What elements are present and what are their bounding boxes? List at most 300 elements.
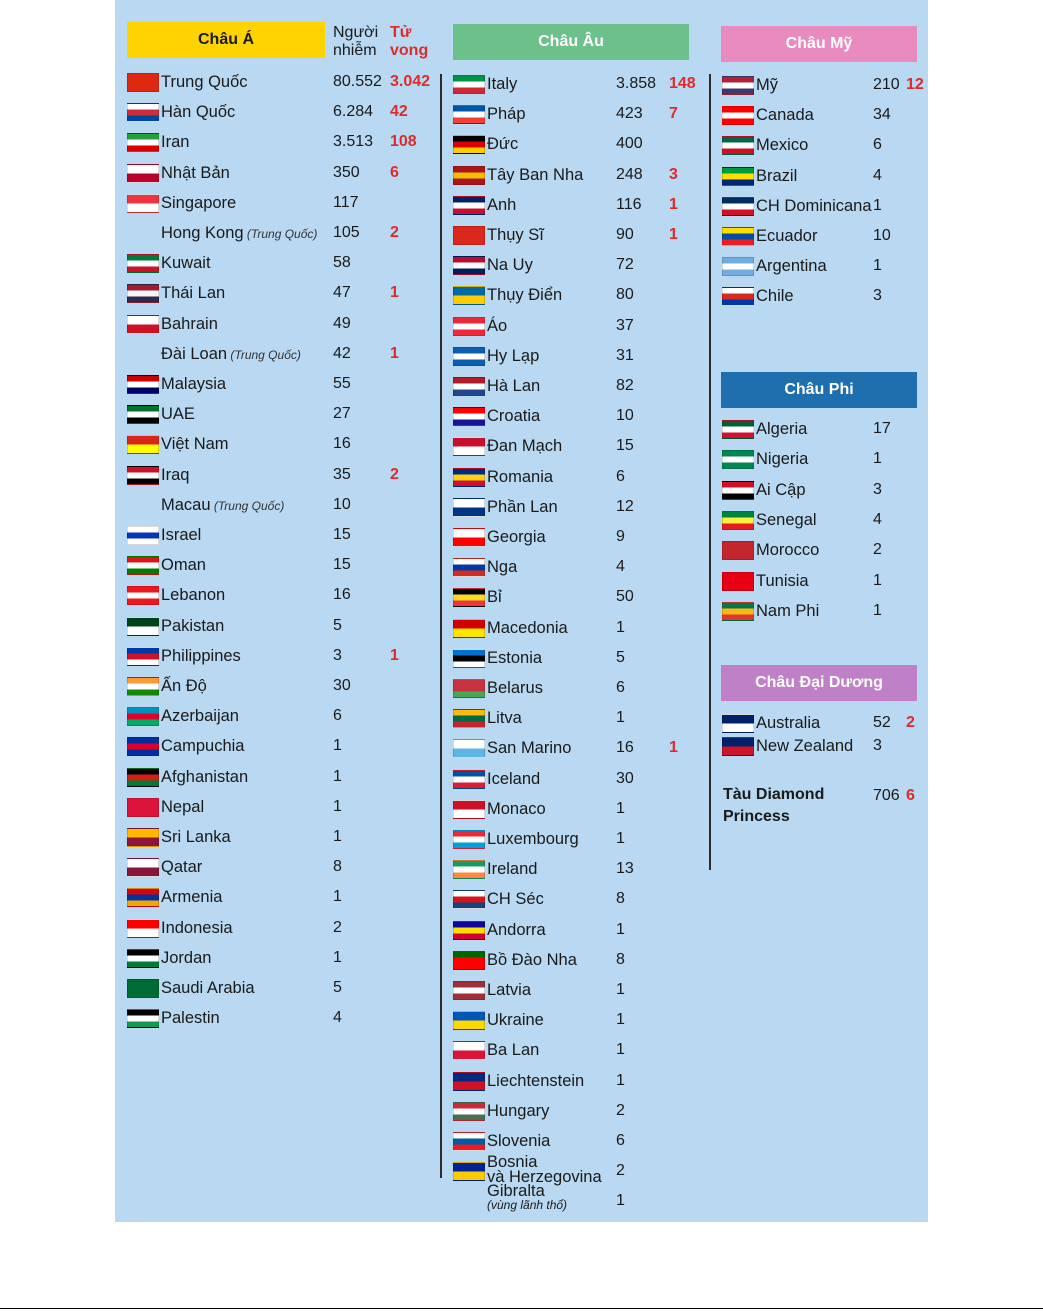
infected-count: 15 (333, 526, 351, 543)
infected-count: 13 (616, 860, 634, 878)
country-name: Tunisia (756, 571, 809, 590)
infected-count: 423 (616, 105, 643, 123)
infected-count: 1 (333, 797, 342, 815)
country-row (722, 254, 1022, 278)
flag-icon (127, 164, 159, 183)
death-count: 1 (669, 226, 678, 243)
flag-icon (722, 714, 754, 733)
infected-count: 35 (333, 465, 351, 483)
death-count: 148 (669, 75, 696, 92)
country-name: Ai Cập (756, 480, 806, 499)
flag-icon (127, 375, 159, 394)
infected-count: 350 (333, 163, 360, 181)
country-name: Argentina (756, 257, 827, 276)
country-name: Nam Phi (756, 601, 820, 620)
country-row (127, 372, 427, 396)
country-row (127, 795, 427, 819)
country-row (453, 253, 753, 277)
country-row (453, 434, 753, 458)
infected-count: 9 (616, 528, 625, 545)
infected-count: 52 (873, 714, 891, 731)
infected-count: 1 (333, 737, 342, 755)
infected-count: 4 (873, 510, 882, 528)
country-row (453, 857, 753, 881)
country-name: Singapore (161, 193, 237, 212)
country-name: Kuwait (161, 254, 211, 273)
flag-icon (453, 1162, 485, 1181)
infected-count: 116 (616, 195, 642, 213)
death-count: 1 (669, 739, 678, 757)
header-europe: Châu Âu (453, 24, 689, 60)
infected-count: 1 (616, 709, 625, 727)
country-row (453, 887, 753, 911)
header-asia: Châu Á (127, 22, 325, 58)
flag-icon (722, 136, 754, 155)
country-name: Monaco (487, 799, 546, 818)
country-name: Australia (756, 714, 821, 732)
country-row (127, 402, 427, 426)
infected-count: 16 (333, 586, 351, 604)
country-row (453, 1038, 753, 1062)
flag-icon (722, 450, 754, 469)
country-row (127, 825, 427, 849)
country-name: Na Uy (487, 256, 533, 275)
infected-count: 1 (333, 888, 342, 906)
flag-icon (127, 435, 159, 454)
region-note: (Trung Quốc) (210, 498, 285, 513)
flag-icon (127, 768, 159, 787)
country-row (453, 736, 753, 760)
country-row (453, 404, 753, 428)
country-row (127, 463, 427, 487)
flag-icon (127, 133, 159, 152)
country-name: San Marino (487, 739, 572, 758)
flag-icon (453, 588, 485, 607)
infected-count: 1 (873, 196, 882, 214)
infected-count: 5 (333, 979, 342, 996)
death-count: 1 (390, 344, 399, 362)
flag-icon (453, 105, 485, 124)
infected-count: 6 (616, 679, 625, 696)
region-note: (Trung Quốc) (227, 347, 301, 362)
flag-icon (453, 830, 485, 849)
flag-icon (127, 949, 159, 968)
infected-count: 2 (333, 918, 342, 936)
flag-icon (722, 420, 754, 439)
infected-count: 80.552 (333, 73, 382, 90)
country-name: Palestin (161, 1009, 220, 1028)
country-row (127, 855, 427, 879)
country-name: Phần Lan (487, 497, 558, 516)
death-count: 6 (390, 163, 399, 181)
flag-icon (453, 1041, 485, 1060)
country-name: Georgia (487, 528, 546, 546)
flag-icon (453, 468, 485, 487)
country-row (127, 644, 427, 668)
country-row (127, 251, 427, 275)
flag-icon (722, 197, 754, 216)
country-name: Ecuador (756, 227, 818, 245)
country-row (127, 916, 427, 940)
flag-icon (453, 196, 485, 215)
infected-count: 6.284 (333, 103, 374, 121)
infected-count: 1 (616, 1011, 625, 1029)
flag-icon (453, 860, 485, 879)
country-name: Hàn Quốc (161, 103, 236, 122)
country-row (453, 918, 753, 942)
death-count: 1 (390, 646, 399, 664)
country-name: Bỉ (487, 588, 502, 607)
country-name: Canada (756, 106, 814, 125)
country-row (453, 314, 753, 338)
flag-icon (453, 498, 485, 517)
infected-count: 6 (616, 1132, 625, 1149)
flag-icon (453, 1132, 485, 1151)
infected-count: 1 (616, 1041, 625, 1059)
infected-count: 72 (616, 256, 634, 274)
flag-icon (127, 103, 159, 122)
country-row (453, 827, 753, 851)
flag-icon (127, 707, 159, 726)
infected-count: 1 (616, 1071, 625, 1089)
country-name: Mỹ (756, 76, 778, 94)
country-row (453, 616, 753, 640)
infected-count: 10 (333, 495, 351, 513)
country-row (127, 281, 427, 305)
country-row (722, 194, 1022, 218)
country-name: Saudi Arabia (161, 979, 255, 997)
flag-icon (453, 377, 485, 396)
infected-count: 30 (616, 769, 634, 787)
country-row (127, 130, 427, 154)
flag-icon (127, 284, 159, 303)
infected-count: 105 (333, 224, 360, 241)
infected-count: 3 (873, 737, 882, 754)
country-name: Bahrain (161, 314, 218, 333)
column-header-deaths: Tử vong (390, 24, 429, 59)
flag-icon (722, 481, 754, 500)
country-name: Nhật Bản (161, 163, 230, 182)
infected-count: 8 (616, 890, 625, 908)
country-row (453, 374, 753, 398)
flag-icon (127, 194, 159, 213)
death-count: 12 (906, 76, 924, 93)
country-name: Slovenia (487, 1132, 551, 1150)
country-row (127, 70, 431, 94)
country-row (127, 583, 427, 607)
flag-icon (453, 739, 485, 758)
country-name: Hy Lạp (487, 346, 540, 365)
infected-count: 15 (333, 556, 351, 574)
country-row (722, 224, 1022, 248)
infected-count: 55 (333, 375, 351, 392)
country-name: Ba Lan (487, 1041, 540, 1060)
country-row (127, 342, 427, 366)
death-count: 7 (669, 105, 678, 123)
country-row (453, 1069, 753, 1093)
country-name: Latvia (487, 981, 532, 999)
country-name: Algeria (756, 420, 808, 438)
flag-icon (453, 951, 485, 970)
flag-icon (127, 647, 159, 666)
flag-icon (127, 1009, 159, 1028)
flag-icon (453, 75, 485, 94)
country-name: Hong Kong (Trung Quốc) (161, 224, 318, 242)
infected-count: 4 (333, 1009, 342, 1027)
country-row (453, 344, 753, 368)
infected-count: 1 (873, 257, 882, 275)
country-row (453, 1129, 753, 1153)
country-row (453, 223, 753, 247)
country-row (722, 133, 1022, 157)
infected-count: 15 (616, 437, 634, 455)
country-name: Sri Lanka (161, 828, 231, 846)
country-name: Armenia (161, 888, 223, 907)
country-name: Estonia (487, 648, 543, 667)
infected-count: 90 (616, 226, 634, 243)
country-row (453, 193, 753, 217)
country-row (722, 73, 1022, 97)
country-row (127, 976, 427, 1000)
ship-infected: 706 (873, 787, 900, 804)
death-count: 2 (906, 714, 915, 731)
divider-asia-europe (440, 74, 442, 1178)
flag-icon (127, 254, 159, 273)
country-name: Oman (161, 556, 206, 575)
flag-icon (127, 919, 159, 938)
country-name: Anh (487, 195, 517, 214)
country-name: Indonesia (161, 918, 233, 937)
country-row (453, 797, 753, 821)
country-row (127, 493, 427, 517)
flag-icon (453, 528, 485, 547)
ship-deaths: 6 (906, 787, 915, 804)
infected-count: 34 (873, 106, 891, 124)
country-name: Brazil (756, 166, 798, 185)
country-name: Đức (487, 135, 519, 154)
country-name: Iraq (161, 465, 190, 484)
flag-icon (127, 466, 159, 485)
country-name: Campuchia (161, 737, 245, 756)
infected-count: 30 (333, 677, 351, 694)
infected-count: 37 (616, 316, 634, 334)
country-name: Jordan (161, 948, 212, 967)
country-name: Italy (487, 75, 518, 93)
flag-icon (453, 226, 485, 245)
country-name: Thụy Điển (487, 286, 563, 305)
country-name: Đài Loan (Trung Quốc) (161, 344, 301, 363)
country-name: Bosnia và Herzegovina (487, 1153, 602, 1187)
infected-count: 50 (616, 588, 634, 606)
country-row (127, 885, 427, 909)
infected-count: 8 (333, 858, 342, 876)
page-bottom-rule (0, 1308, 1043, 1309)
flag-icon (453, 890, 485, 909)
flag-icon (722, 737, 754, 756)
infected-count: 210 (873, 76, 900, 93)
country-name: Litva (487, 709, 522, 728)
flag-icon (453, 347, 485, 366)
flag-icon (453, 709, 485, 728)
country-name: Senegal (756, 510, 817, 529)
country-name: Luxembourg (487, 830, 579, 848)
country-name: Đan Mạch (487, 437, 563, 456)
infected-count: 6 (616, 467, 625, 485)
country-row (722, 447, 1022, 471)
country-name: Iran (161, 133, 190, 152)
infected-count: 3.513 (333, 133, 374, 151)
flag-icon (127, 979, 159, 998)
country-name: Belarus (487, 679, 543, 697)
flag-icon (453, 135, 485, 154)
death-count: 42 (390, 103, 408, 121)
country-row (127, 946, 427, 970)
country-row (127, 553, 427, 577)
infected-count: 1 (616, 920, 625, 938)
flag-icon (453, 166, 485, 185)
country-row (722, 711, 1022, 735)
infected-count: 248 (616, 165, 643, 183)
country-row (453, 102, 753, 126)
country-name: Qatar (161, 858, 203, 877)
country-name: Nga (487, 558, 518, 577)
death-count: 2 (390, 465, 399, 483)
infected-count: 2 (873, 541, 882, 559)
country-row (722, 103, 1022, 127)
country-name: Áo (487, 316, 508, 335)
column-header-infected: Người nhiễm (333, 24, 379, 59)
flag-icon (453, 256, 485, 275)
country-name: Macedonia (487, 618, 568, 637)
country-name: New Zealand (756, 737, 854, 755)
flag-icon (453, 437, 485, 456)
country-name: Malaysia (161, 375, 227, 393)
infected-count: 1 (616, 981, 625, 998)
country-row (453, 72, 753, 96)
flag-icon (127, 677, 159, 696)
infected-count: 1 (873, 450, 882, 468)
country-name: Thái Lan (161, 284, 226, 303)
country-name: Afghanistan (161, 767, 249, 786)
ship-name: Tàu Diamond Princess (723, 786, 825, 825)
flag-icon (127, 556, 159, 575)
country-row (453, 1099, 753, 1123)
infected-count: 82 (616, 377, 634, 394)
country-name: Croatia (487, 407, 541, 426)
infected-count: 3 (333, 646, 342, 664)
country-name: Pháp (487, 105, 526, 124)
country-row (127, 674, 427, 698)
country-name: Ireland (487, 860, 538, 879)
flag-icon (722, 602, 754, 621)
country-name: Mexico (756, 136, 809, 155)
country-name: Tây Ban Nha (487, 165, 584, 184)
flag-icon (127, 737, 159, 756)
country-name: Bồ Đào Nha (487, 950, 577, 969)
infected-count: 2 (616, 1162, 625, 1180)
country-name: Philippines (161, 646, 241, 665)
infected-count: 1 (616, 1192, 625, 1210)
flag-icon (722, 106, 754, 125)
country-row (722, 164, 1022, 188)
country-row (453, 495, 753, 519)
infected-count: 10 (873, 227, 891, 244)
country-row (453, 676, 753, 700)
infected-count: 16 (616, 739, 634, 757)
flag-icon (722, 572, 754, 591)
country-row (722, 284, 1022, 308)
infected-count: 1 (873, 601, 882, 619)
country-row (127, 704, 427, 728)
country-row (453, 132, 753, 156)
country-name: UAE (161, 405, 195, 424)
flag-icon (127, 586, 159, 605)
country-name: Nepal (161, 797, 205, 816)
country-row (453, 1008, 753, 1032)
death-count: 3.042 (390, 73, 431, 90)
infected-count: 27 (333, 405, 351, 423)
infected-count: 3 (873, 287, 882, 305)
infected-count: 4 (873, 166, 882, 184)
country-name: Hungary (487, 1101, 550, 1120)
country-name: Azerbaijan (161, 707, 239, 726)
region-note: (Trung Quốc) (243, 227, 318, 241)
infected-count: 1 (873, 571, 882, 589)
flag-icon (127, 405, 159, 424)
country-name: Ấn Độ (161, 677, 207, 695)
country-name: Ukraine (487, 1011, 544, 1030)
infected-count: 3.858 (616, 75, 657, 92)
flag-icon (453, 921, 485, 940)
death-count: 2 (390, 224, 399, 241)
country-row (127, 100, 427, 124)
infected-count: 1 (616, 618, 625, 636)
country-row (453, 525, 753, 549)
country-name: Thụy Sĩ (487, 226, 544, 244)
country-row (127, 161, 427, 185)
flag-icon (127, 828, 159, 847)
country-row (722, 508, 1022, 532)
flag-icon (453, 1072, 485, 1091)
flag-icon (127, 315, 159, 334)
country-row (127, 312, 427, 336)
infected-count: 17 (873, 420, 891, 437)
flag-icon (722, 511, 754, 530)
country-name: Nigeria (756, 450, 809, 469)
infected-count: 42 (333, 344, 351, 362)
infected-count: 1 (333, 948, 342, 966)
flag-icon (127, 73, 159, 92)
infected-count: 1 (333, 767, 342, 785)
country-row (453, 767, 753, 791)
flag-icon (453, 649, 485, 668)
flag-icon (453, 286, 485, 305)
country-name: Hà Lan (487, 377, 541, 395)
infected-count: 47 (333, 284, 351, 302)
infected-count: 400 (616, 135, 643, 153)
country-name: Macau (Trung Quốc) (161, 495, 285, 514)
header-americas: Châu Mỹ (721, 26, 917, 62)
flag-icon (453, 619, 485, 638)
infected-count: 3 (873, 480, 882, 498)
death-count: 108 (390, 133, 417, 151)
flag-icon (127, 888, 159, 907)
infected-count: 6 (873, 136, 882, 154)
flag-icon (127, 798, 159, 817)
country-row (453, 1153, 753, 1187)
flag-icon (722, 227, 754, 246)
country-name: CH Dominicana (756, 196, 872, 215)
